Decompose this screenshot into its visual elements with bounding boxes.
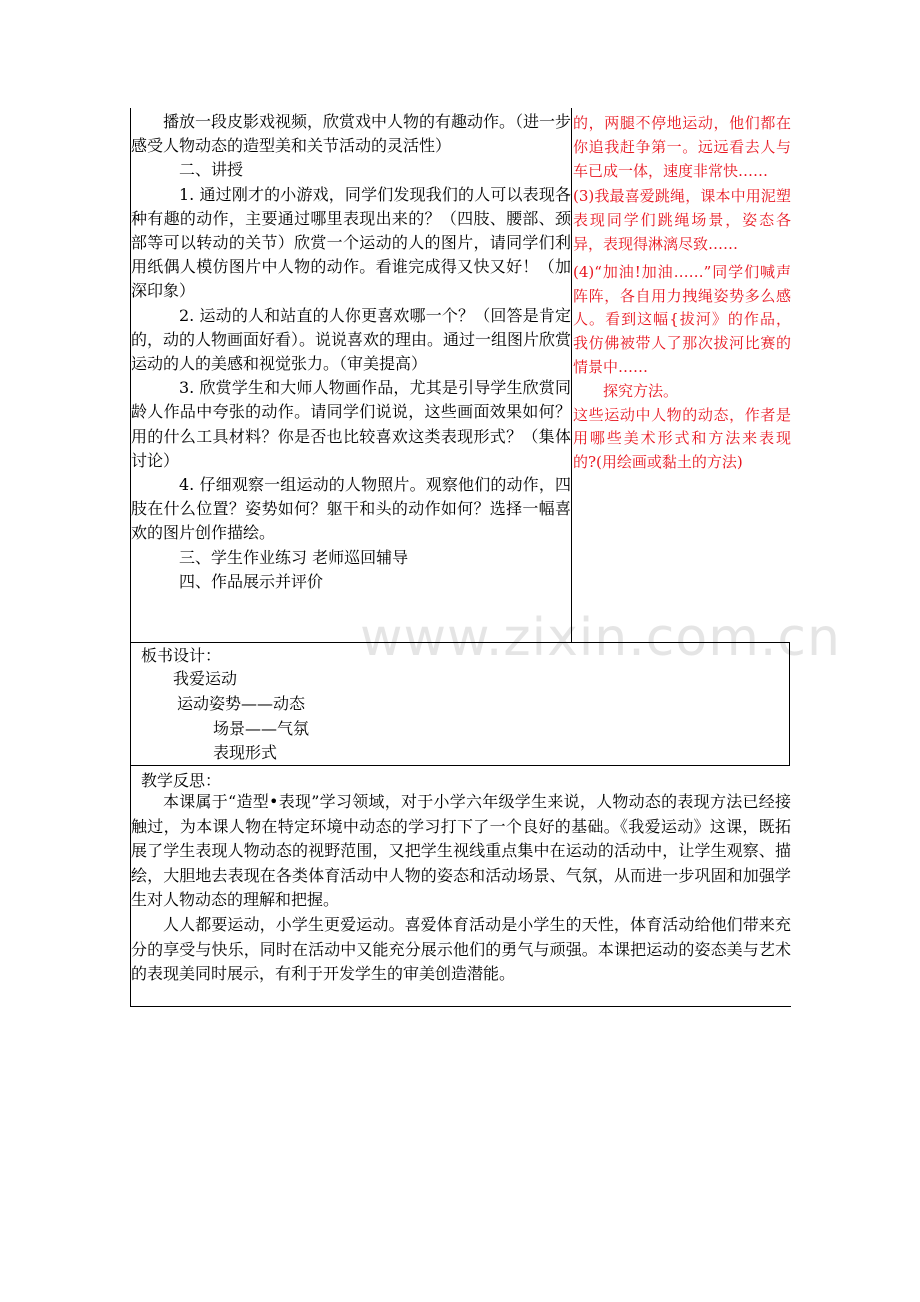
teaching-process-column — [131, 108, 572, 642]
left-item-1: 1. 通过刚才的小游戏，同学们发现我们的人可以表现各种有趣的动作，主要通过哪里表现出来的？（四肢、腰部、颈部等可以转动的关节）欣赏一个运动的人的图片，请同学们利用纸偶人模仿图片中人物的动作。看谁完成得又快又好！（加深印象） — [131, 184, 571, 301]
board-line-scene: 场景——气氛 — [213, 719, 310, 738]
student-activity-column — [573, 108, 791, 642]
right-paragraph-jump-rope: (3)我最喜爱跳绳，课本中用泥塑表现同学们跳绳场景，姿态各异，表现得淋漓尽致…… — [573, 187, 791, 253]
left-heading-showcase: 四、作品展示并评价 — [179, 571, 324, 591]
left-item-4: 4. 仔细观察一组运动的人物照片。观察他们的动作，四肢在什么位置？姿势如何？躯干和头的动作如何？选择一幅喜欢的图片创作描绘。 — [131, 475, 571, 543]
reflection-title: 教学反思： — [141, 771, 222, 790]
board-design-section — [130, 642, 790, 766]
board-line-topic: 我爱运动 — [173, 669, 238, 688]
watermark: www.zixin.com.cn — [360, 608, 841, 668]
reflection-paragraph-2: 人人都要运动，小学生更爱运动。喜爱体育活动是小学生的天性，体育活动给他们带来充分的享受与快乐，同时在活动中又能充分展示他们的勇气与顽强。本课把运动的姿态美与艺术的表现美同时展示，有利于开发学生的审美创造潜能。 — [131, 914, 791, 984]
right-heading-explore: 探究方法。 — [603, 381, 679, 400]
right-paragraph-cycling: 的，两腿不停地运动，他们都在你追我赶争第一。远远看去人与车已成一体，速度非常快…… — [573, 114, 791, 180]
board-title: 板书设计： — [141, 646, 222, 665]
process-row — [130, 108, 790, 642]
right-paragraph-tug-of-war: (4)“加油!加油……”同学们喊声阵阵，各自用力拽绳姿势多么感人。看到这幅{拔河》的作品，我仿佛被带人了那次拔河比赛的情景中…… — [573, 262, 791, 376]
left-item-2: 2. 运动的人和站直的人你更喜欢哪一个？（回答是肯定的，动的人物画面好看）。说说喜欢的理由。通过一组图片欣赏运动的人的美感和视觉张力。（审美提高） — [131, 305, 572, 374]
left-heading-lecture: 二、讲授 — [179, 160, 244, 180]
board-line-form: 表现形式 — [213, 743, 278, 762]
reflection-section — [130, 766, 791, 1007]
left-item-3: 3. 欣赏学生和大师人物画作品，尤其是引导学生欣赏同龄人作品中夸张的动作。请同学们说说，这些画面效果如何？用的什么工具材料？你是否也比较喜欢这类表现形式？（集体讨论） — [131, 378, 571, 470]
reflection-paragraph-1: 本课属于“造型•表现”学习领域，对于小学六年级学生来说，人物动态的表现方法已经接触过，为本课人物在特定环境中动态的学习打下了一个良好的基础。《我爱运动》这课，既拓展了学生表现人物动态的视野范围，又把学生视线重点集中在运动的活动中，让学生观察、描绘，大胆地去表现在各类体育活动中人物的姿态和活动场景、气氛，从而进一步巩固和加强学生对人物动态的理解和把握。 — [131, 792, 791, 910]
lesson-table — [130, 108, 791, 984]
board-line-posture: 运动姿势——动态 — [177, 694, 306, 713]
right-paragraph-method: 这些运动中人物的动态，作者是用哪些美术形式和方法来表现的?(用绘画或黏土的方法) — [573, 405, 791, 472]
left-heading-practice: 三、学生作业练习 老师巡回辅导 — [179, 547, 409, 567]
left-paragraph-video: 播放一段皮影戏视频，欣赏戏中人物的有趣动作。（进一步感受人物动态的造型美和关节活动的灵活性） — [131, 112, 572, 156]
